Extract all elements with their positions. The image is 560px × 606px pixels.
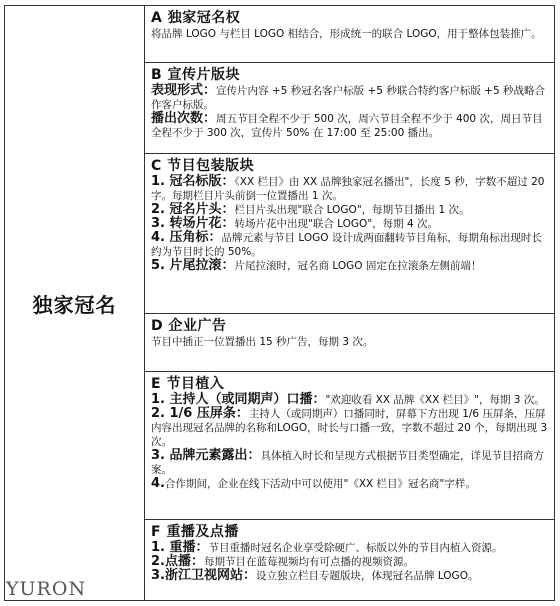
section-e bbox=[145, 372, 554, 520]
form-label: 表现形式： bbox=[151, 83, 217, 98]
section-b-form bbox=[151, 84, 548, 112]
content-column bbox=[145, 6, 554, 600]
section-f bbox=[145, 520, 554, 600]
section-e-item bbox=[151, 477, 548, 491]
item-text: 设立独立栏目专题版块，体现冠名品牌 LOGO。 bbox=[255, 570, 479, 582]
section-f-item bbox=[151, 541, 548, 555]
section-c-item bbox=[151, 231, 548, 259]
item-text: 《XX 栏目》由 XX 品牌独家冠名播出"，长度 5 秒，字数不超过 20 字。每期栏目片头前倒一位置播出 1 次。 bbox=[151, 176, 545, 202]
form-text: 宣传片内容 +5 秒冠名客户标版 +5 秒联合特约客户标版 +5 秒战略合作客户标版。 bbox=[151, 85, 545, 111]
section-c-heading: C 节目包装版块 bbox=[151, 158, 255, 174]
item-label: 4. bbox=[151, 476, 165, 491]
section-d bbox=[145, 314, 554, 372]
row-title-cell bbox=[5, 6, 145, 600]
item-label: 3.浙江卫视网站： bbox=[151, 568, 256, 583]
item-label: 1. 主持人（或同期声）口播： bbox=[151, 392, 326, 407]
item-label: 1. 冠名标版： bbox=[151, 174, 235, 189]
section-e-item bbox=[151, 393, 548, 407]
row-title: 独家冠名 bbox=[32, 292, 117, 317]
section-c-item bbox=[151, 259, 548, 273]
section-c-item bbox=[151, 203, 548, 217]
item-text: 每期节目在蓝莓视频均有可点播的视频资源。 bbox=[203, 556, 414, 568]
section-f-heading: F 重播及点播 bbox=[151, 524, 239, 540]
count-text: 周五节目全程不少于 500 次，周六节目全程不少于 400 次，周日节目全程不少于 300 次，宣传片 50% 在 17:00 至 25:00 播出。 bbox=[151, 113, 543, 139]
section-f-item bbox=[151, 555, 548, 569]
count-label: 播出次数： bbox=[151, 111, 217, 126]
section-d-body: 节目中插正一位置播出 15 秒广告，每期 3 次。 bbox=[151, 336, 374, 348]
item-label: 2. 冠名片头： bbox=[151, 202, 235, 217]
item-label: 2.点播： bbox=[151, 554, 204, 569]
section-c bbox=[145, 154, 554, 314]
item-text: 品牌元素与节目 LOGO 设计成两面翻转节目角标，每期角标出现时长约为节目时长的 50%。 bbox=[151, 232, 542, 258]
section-d-heading: D 企业广告 bbox=[151, 318, 227, 334]
section-a-body: 将品牌 LOGO 与栏目 LOGO 相结合，形成统一的联合 LOGO，用于整体包装推广。 bbox=[151, 28, 542, 40]
item-text: 合作期间，企业在线下活动中可以使用"《XX 栏目》冠名商"字样。 bbox=[164, 478, 476, 490]
item-text: 栏目片头出现"联合 LOGO"，每期节目播出 1 次。 bbox=[234, 204, 470, 216]
item-text: 节目重播时冠名企业享受除硬广、标版以外的节目内植入资源。 bbox=[208, 542, 503, 554]
item-label: 4. 压角标： bbox=[151, 230, 222, 245]
item-label: 1. 重播： bbox=[151, 540, 209, 555]
section-c-item bbox=[151, 217, 548, 231]
section-b-heading: B 宣传片版块 bbox=[151, 67, 241, 83]
item-label: 2. 1/6 压屏条： bbox=[151, 406, 249, 421]
item-label: 3. 品牌元素露出： bbox=[151, 448, 261, 463]
item-text: 主持人（或同期声）口播同时，屏幕下方出现 1/6 压屏条，压屏内容出现冠名品牌的名称和LOGO，时长与口播一致，字数不超过 20 个，每期出现 3 次。 bbox=[151, 408, 548, 448]
item-text: 转场片花中出现"联合 LOGO"，每期 4 次。 bbox=[234, 218, 439, 230]
item-text: "欢迎收看 XX 品牌《XX 栏目》"，每期 3 次。 bbox=[325, 394, 545, 406]
section-b-count bbox=[151, 112, 548, 140]
section-e-heading: E 节目植入 bbox=[151, 376, 225, 392]
section-b bbox=[145, 63, 554, 154]
item-label: 3. 转场片花： bbox=[151, 216, 235, 231]
section-f-item bbox=[151, 569, 548, 583]
section-a bbox=[145, 6, 554, 63]
section-a-heading: A 独家冠名权 bbox=[151, 10, 241, 26]
item-label: 5. 片尾拉滚： bbox=[151, 258, 235, 273]
section-e-item bbox=[151, 407, 548, 449]
sponsorship-table bbox=[4, 5, 555, 601]
section-e-item bbox=[151, 449, 548, 477]
item-text: 片尾拉滚时，冠名商 LOGO 固定在拉滚条左侧前端！ bbox=[234, 260, 482, 272]
section-c-item bbox=[151, 175, 548, 203]
watermark: YURON bbox=[6, 578, 87, 600]
item-text: 具体植入时长和呈现方式根据节目类型确定，详见节目招商方案。 bbox=[151, 450, 545, 476]
